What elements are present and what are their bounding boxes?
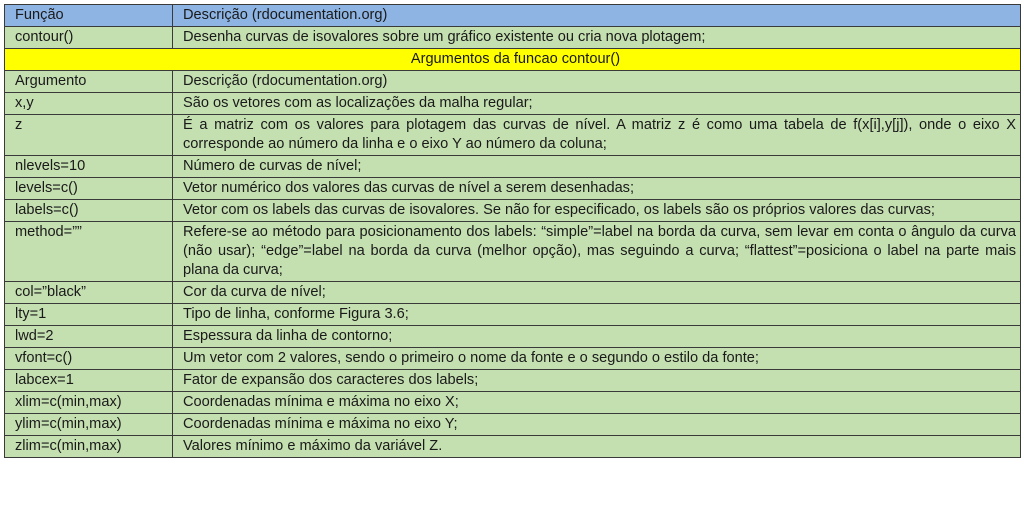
header-function-cell: Função [5,5,173,27]
function-name-cell: contour() [5,27,173,49]
argument-description-cell: Vetor numérico dos valores das curvas de nível a serem desenhadas; [173,178,1021,200]
argument-row [5,178,1021,200]
contour-arguments-table-wrapper [4,4,1020,458]
argument-description-cell: Valores mínimo e máximo da variável Z. [173,436,1021,458]
argument-name-cell: method=”” [5,222,173,282]
argument-row [5,348,1021,370]
argument-description-cell: Coordenadas mínima e máxima no eixo Y; [173,414,1021,436]
arguments-band-row [5,49,1021,71]
function-description-cell: Desenha curvas de isovalores sobre um gráfico existente ou cria nova plotagem; [173,27,1021,49]
argument-header-name-cell: Argumento [5,71,173,93]
table-header-row [5,5,1021,27]
argument-header-description-cell: Descrição (rdocumentation.org) [173,71,1021,93]
argument-name-cell: labcex=1 [5,370,173,392]
header-description-cell: Descrição (rdocumentation.org) [173,5,1021,27]
argument-header-row [5,71,1021,93]
argument-row [5,156,1021,178]
argument-description-cell: Um vetor com 2 valores, sendo o primeiro o nome da fonte e o segundo o estilo da fonte; [173,348,1021,370]
arguments-body [5,93,1021,458]
argument-description-cell: Espessura da linha de contorno; [173,326,1021,348]
argument-row [5,222,1021,282]
argument-row [5,282,1021,304]
argument-name-cell: z [5,115,173,156]
argument-description-cell: Refere-se ao método para posicionamento dos labels: “simple”=label na borda da curva, sem levar em conta o ângulo da curva (não usar); “edge”=label na borda da curva (melhor opção), mas seguindo a curva; “flattest”=posiciona o label na parte mais plana da curva; [173,222,1021,282]
argument-name-cell: levels=c() [5,178,173,200]
argument-row [5,200,1021,222]
argument-row [5,414,1021,436]
argument-name-cell: col=”black” [5,282,173,304]
arguments-band-title: Argumentos da funcao contour() [5,49,1021,71]
argument-name-cell: ylim=c(min,max) [5,414,173,436]
argument-description-cell: É a matriz com os valores para plotagem das curvas de nível. A matriz z é como uma tabela de f(x[i],y[j]), onde o eixo X corresponde ao número da linha e o eixo Y ao número da coluna; [173,115,1021,156]
argument-description-cell: Vetor com os labels das curvas de isovalores. Se não for especificado, os labels são os próprios valores das curvas; [173,200,1021,222]
argument-name-cell: vfont=c() [5,348,173,370]
argument-description-cell: Coordenadas mínima e máxima no eixo X; [173,392,1021,414]
argument-row [5,93,1021,115]
argument-row [5,370,1021,392]
argument-name-cell: nlevels=10 [5,156,173,178]
argument-description-cell: Número de curvas de nível; [173,156,1021,178]
contour-arguments-table [4,4,1021,458]
argument-description-cell: Tipo de linha, conforme Figura 3.6; [173,304,1021,326]
argument-row [5,326,1021,348]
argument-name-cell: labels=c() [5,200,173,222]
argument-name-cell: zlim=c(min,max) [5,436,173,458]
argument-description-cell: Cor da curva de nível; [173,282,1021,304]
argument-name-cell: lty=1 [5,304,173,326]
argument-name-cell: xlim=c(min,max) [5,392,173,414]
function-row [5,27,1021,49]
argument-row [5,115,1021,156]
argument-name-cell: x,y [5,93,173,115]
argument-name-cell: lwd=2 [5,326,173,348]
argument-description-cell: São os vetores com as localizações da malha regular; [173,93,1021,115]
argument-description-cell: Fator de expansão dos caracteres dos labels; [173,370,1021,392]
argument-row [5,304,1021,326]
argument-row [5,392,1021,414]
argument-row [5,436,1021,458]
